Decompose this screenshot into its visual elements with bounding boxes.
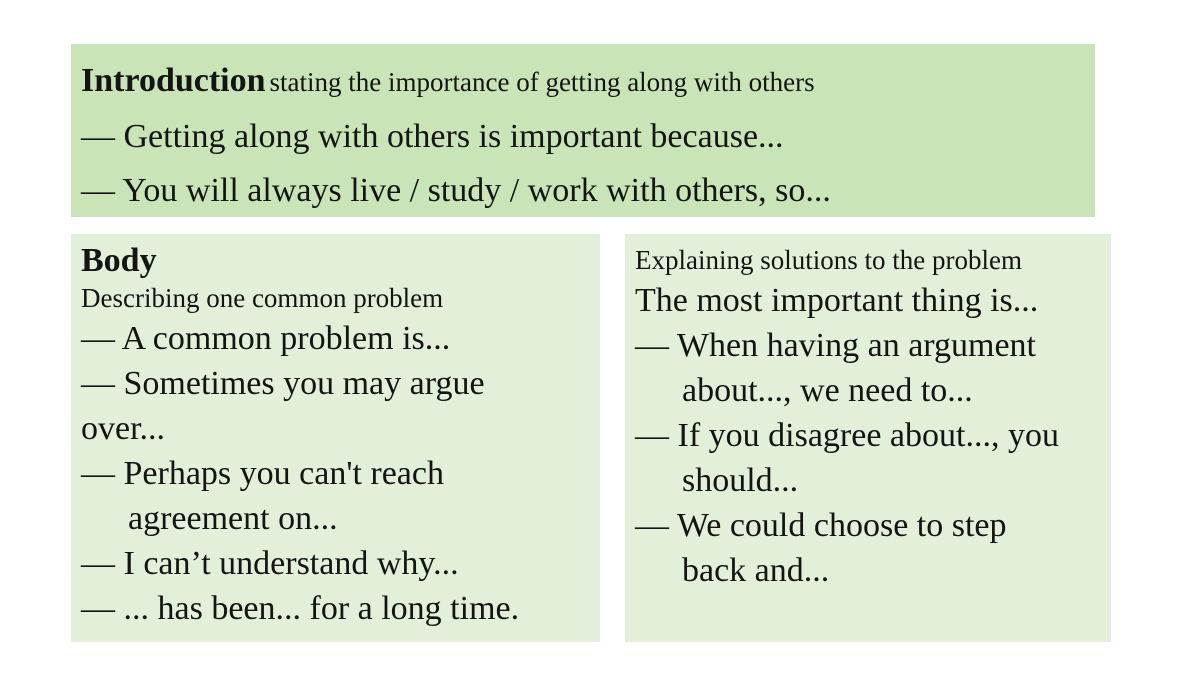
solutions-box xyxy=(625,234,1111,642)
introduction-subheading: stating the importance of getting along with others xyxy=(269,67,815,97)
body-bullet-continuation: over... xyxy=(81,410,166,447)
body-box xyxy=(71,234,600,642)
solution-bullet: — If you disagree about..., you should... xyxy=(635,417,1059,499)
solution-bullet: — When having an argument about..., we need to... xyxy=(635,327,1036,409)
introduction-header xyxy=(81,58,1095,110)
introduction-line: — You will always live / study / work with others, so... xyxy=(81,172,831,209)
solution-bullet: — We could choose to step back and... xyxy=(635,507,1007,589)
body-subheading: Describing one common problem xyxy=(81,283,444,313)
solutions-lead: The most important thing is... xyxy=(635,282,1039,319)
solutions-subheading: Explaining solutions to the problem xyxy=(635,245,1022,275)
body-bullet: — A common problem is... xyxy=(81,320,451,357)
introduction-line: — Getting along with others is important because... xyxy=(81,118,784,155)
introduction-heading: Introduction xyxy=(81,62,266,99)
body-bullet: — Perhaps you can't reach agreement on... xyxy=(81,455,444,537)
body-heading: Body xyxy=(81,242,157,279)
body-bullet: — I can’t understand why... xyxy=(81,545,459,582)
introduction-box xyxy=(71,44,1095,217)
body-bullet-start: — Sometimes you may argue xyxy=(81,365,485,402)
body-bullet: — ... has been... for a long time. xyxy=(81,590,520,627)
